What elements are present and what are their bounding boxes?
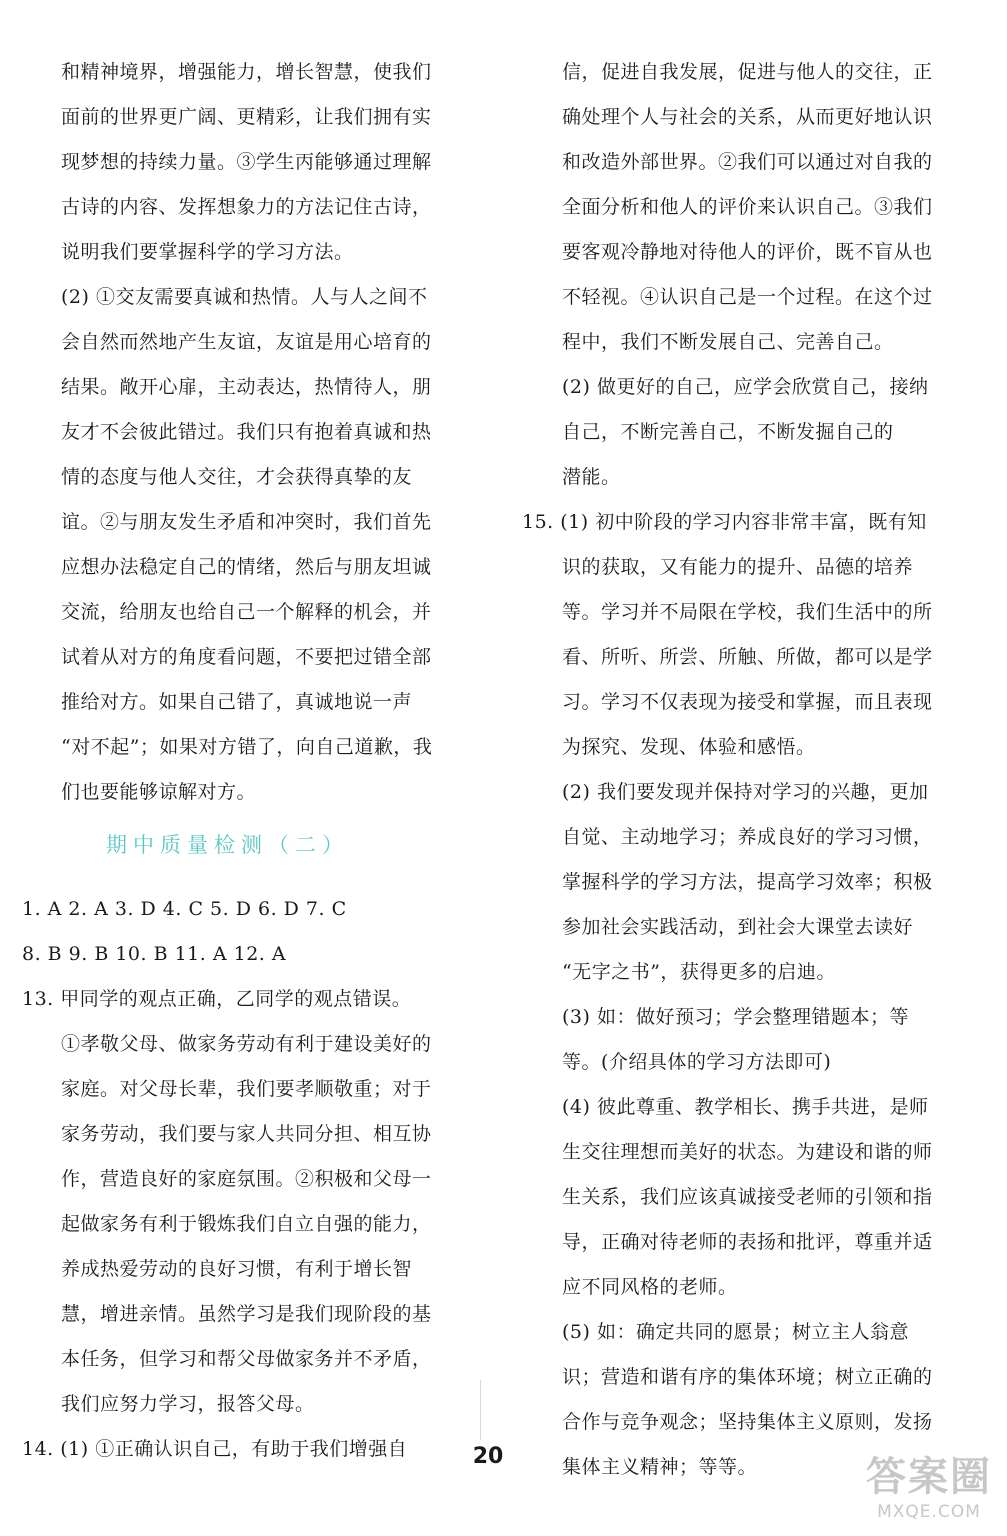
answer-line: 生关系，我们应该真诚接受老师的引领和指 [562,1186,933,1208]
answer-line: 要客观冷静地对待他人的评价，既不盲从也 [562,241,933,263]
answer-line: 不轻视。④认识自己是一个过程。在这个过 [562,286,933,308]
answer-line: ①孝敬父母、做家务劳动有利于建设美好的 [61,1033,432,1055]
answer-line: 起做家务有利于锻炼我们自立自强的能力， [61,1213,432,1235]
answer-line: 慧，增进亲情。虽然学习是我们现阶段的基 [61,1303,432,1325]
answer-line: 和改造外部世界。②我们可以通过对自我的 [562,151,933,173]
answer-line: 们也要能够谅解对方。 [61,781,257,803]
answer-line: 作，营造良好的家庭氛围。②积极和父母一 [61,1168,432,1190]
answer-line: 情的态度与他人交往，才会获得真挚的友 [61,466,413,488]
answer-line: 会自然而然地产生友谊，友谊是用心培育的 [61,331,432,353]
answer-line: 家庭。对父母长辈，我们要孝顺敬重；对于 [61,1078,432,1100]
answer-line: 信，促进自我发展，促进与他人的交往，正 [562,61,933,83]
answer-line: (3) 如：做好预习；学会整理错题本；等 [562,1006,909,1028]
answer-line: 1. A 2. A 3. D 4. C 5. D 6. D 7. C [22,898,347,920]
answer-line: 掌握科学的学习方法，提高学习效率；积极 [562,871,933,893]
answer-line: (2) 我们要发现并保持对学习的兴趣，更加 [562,781,929,803]
answer-line: “无字之书”，获得更多的启迪。 [562,961,836,983]
answer-line: 潜能。 [562,466,621,488]
answer-line: 13. 甲同学的观点正确，乙同学的观点错误。 [22,988,412,1010]
answer-line: 确处理个人与社会的关系，从而更好地认识 [562,106,933,128]
answer-line: 现梦想的持续力量。③学生丙能够通过理解 [61,151,432,173]
answer-line: 谊。②与朋友发生矛盾和冲突时，我们首先 [61,511,432,533]
answer-line: 试着从对方的角度看问题，不要把过错全部 [61,646,432,668]
answer-line: 全面分析和他人的评价来认识自己。③我们 [562,196,933,218]
answer-line: 集体主义精神；等等。 [562,1456,758,1478]
answer-line: 自己，不断完善自己，不断发掘自己的 [562,421,894,443]
answer-line: (2) 做更好的自己，应学会欣赏自己，接纳 [562,376,929,398]
answer-line: 推给对方。如果自己错了，真诚地说一声 [61,691,413,713]
left-column [0,50,455,1472]
answer-line: 习。学习不仅表现为接受和掌握，而且表现 [562,691,933,713]
answer-line: 生交往理想而美好的状态。为建设和谐的师 [562,1141,933,1163]
answer-line: 面前的世界更广阔、更精彩，让我们拥有实 [61,106,432,128]
answer-line: “对不起”；如果对方错了，向自己道歉，我 [61,736,433,758]
answer-line: 程中，我们不断发展自己、完善自己。 [562,331,894,353]
answer-line: 友才不会彼此错过。我们只有抱着真诚和热 [61,421,432,443]
answer-line: 和精神境界，增强能力，增长智慧，使我们 [61,61,432,83]
answer-line: 结果。敞开心扉，主动表达，热情待人，朋 [61,376,432,398]
column-divider [480,1380,481,1440]
answer-line: 参加社会实践活动，到社会大课堂去读好 [562,916,914,938]
answer-line: 自觉、主动地学习；养成良好的学习习惯， [562,826,933,848]
answer-line: 识的获取，又有能力的提升、品德的培养 [562,556,914,578]
answer-line: 古诗的内容、发挥想象力的方法记住古诗， [61,196,432,218]
answer-line: 等。(介绍具体的学习方法即可) [562,1051,832,1073]
answer-line: 本任务，但学习和帮父母做家务并不矛盾， [61,1348,432,1370]
right-column [522,50,992,1490]
answer-line: 导，正确对待老师的表扬和批评，尊重并适 [562,1231,933,1253]
watermark-logo [859,1454,999,1530]
answer-line: 合作与竞争观念；坚持集体主义原则，发扬 [562,1411,933,1433]
answer-line: 应不同风格的老师。 [562,1276,738,1298]
answer-line: 14. (1) ①正确认识自己，有助于我们增强自 [22,1438,408,1460]
answer-line: 看、所听、所尝、所触、所做，都可以是学 [562,646,933,668]
answer-line: 养成热爱劳动的良好习惯，有利于增长智 [61,1258,413,1280]
answer-line: (4) 彼此尊重、教学相长、携手共进，是师 [562,1096,929,1118]
answer-line: 为探究、发现、体验和感悟。 [562,736,816,758]
answer-line: 识；营造和谐有序的集体环境；树立正确的 [562,1366,933,1388]
answer-line: 等。学习并不局限在学校，我们生活中的所 [562,601,933,623]
answer-line: 8. B 9. B 10. B 11. A 12. A [22,943,287,965]
answer-line: (2) ①交友需要真诚和热情。人与人之间不 [61,286,428,308]
page-number: 20 [472,1444,504,1469]
answer-line: 应想办法稳定自己的情绪，然后与朋友坦诚 [61,556,432,578]
answer-line: 15. (1) 初中阶段的学习内容非常丰富，既有知 [522,511,927,533]
answer-line: 家务劳动，我们要与家人共同分担、相互协 [61,1123,432,1145]
watermark-url: MXQE.COM [877,1502,981,1522]
answer-line: 我们应努力学习，报答父母。 [61,1393,315,1415]
section-heading: 期中质量检测（二） [106,833,349,857]
answer-line: 交流，给朋友也给自己一个解释的机会，并 [61,601,432,623]
answer-line: (5) 如：确定共同的愿景；树立主人翁意 [562,1321,909,1343]
watermark-title: 答案圈 [866,1454,992,1500]
answer-line: 说明我们要掌握科学的学习方法。 [61,241,354,263]
